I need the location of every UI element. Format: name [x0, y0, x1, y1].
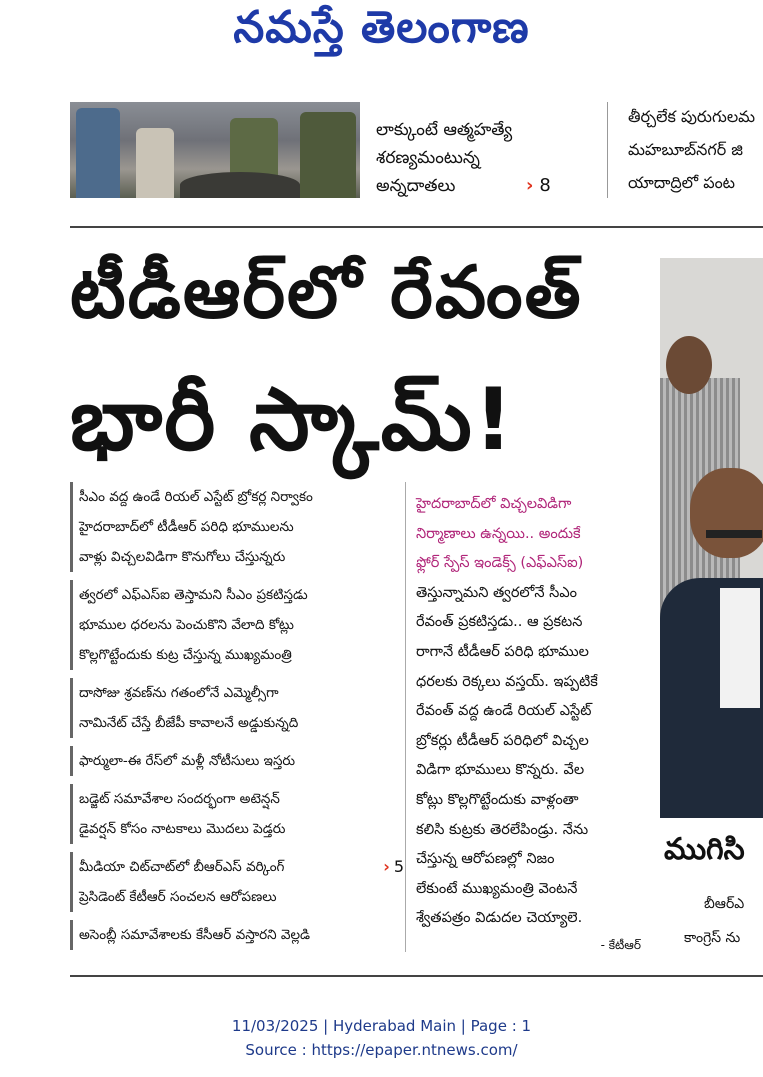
highlight-page-ref[interactable]	[383, 852, 404, 882]
highlight-line: ప్రెసిడెంట్ కేటీఆర్ సంచలన ఆరోపణలు	[79, 889, 277, 905]
top-teaser-strip	[0, 98, 763, 208]
chevron-right-icon: ›	[383, 857, 390, 876]
teaser-line: యాదాద్రిలో పంట	[628, 173, 736, 192]
highlight-line: భూముల ధరలను పెంచుకొని వేలాది కోట్లు	[79, 617, 294, 633]
highlight-line: నామినేట్ చేస్తే బీజేపీ కావాలనే అడ్డుకున్నది	[79, 715, 299, 731]
quote-line: లేకుంటే ముఖ్యమంత్రి వెంటనే	[416, 880, 578, 897]
highlight-item	[70, 678, 400, 738]
highlight-line: దాసోజు శ్రవణ్‌ను గతంలోనే ఎమ్మెల్సీగా	[79, 685, 279, 701]
top-news-photo	[70, 102, 360, 198]
page-number: 5	[393, 857, 404, 876]
highlight-item	[70, 746, 400, 776]
highlight-line: త్వరలో ఎఫ్‌ఎస్‌ఐ తెస్తామని సీఎం ప్రకటిస్తడు	[79, 587, 308, 603]
quote-line: హైదరాబాద్‌లో విచ్చలవిడిగా	[416, 496, 572, 512]
right-story-headline: ముగిసి	[664, 832, 745, 867]
quote-line: ఫ్లోర్ స్పేస్ ఇండెక్స్ (ఎఫ్‌ఎస్‌ఐ)	[416, 555, 584, 572]
teaser-line: లాక్కుంటే ఆత్మహత్యే	[376, 120, 513, 140]
highlight-line: హైదరాబాద్‌లో టీడీఆర్ పరిధి భూములను	[79, 519, 294, 535]
column-divider	[405, 482, 406, 952]
right-story-text: బీఆర్‌ఎ	[704, 896, 745, 912]
teaser-farmers[interactable]	[376, 116, 596, 200]
quote-line: చేస్తున్న ఆరోపణల్లో నిజం	[416, 851, 555, 868]
column-divider	[607, 102, 608, 198]
highlight-line: కొల్లగొట్టేందుకు కుట్ర చేస్తున్న ముఖ్యమంత్రి	[79, 647, 292, 663]
page-number: 8	[539, 175, 551, 196]
highlight-line: అసెంబ్లీ సమావేశాలకు కేసీఆర్ వస్తారని వెల్లడి	[79, 927, 311, 943]
highlight-item	[70, 784, 400, 844]
newspaper-title: నమస్తే తెలంగాణ	[233, 2, 530, 53]
teaser-line: అన్నదాతలు	[376, 176, 456, 196]
highlight-line: డైవర్షన్ కోసం నాటకాలు మొదలు పెడ్తరు	[79, 821, 286, 837]
quote-line: నిర్మాణాలు ఉన్నయి.. అందుకే	[416, 525, 581, 542]
headline-line-1: టీడీఆర్‌లో రేవంత్	[70, 250, 583, 334]
footer-source-link[interactable]: Source : https://epaper.ntnews.com/	[245, 1041, 518, 1059]
highlight-line: సీఎం వద్ద ఉండే రియల్ ఎస్టేట్ బ్రోకర్ల నిర్వాకం	[79, 489, 313, 505]
highlight-line: వాళ్లు విచ్చలవిడిగా కొనుగోలు చేస్తున్నరు	[79, 549, 286, 565]
footer-date-edition: 11/03/2025 | Hyderabad Main | Page : 1	[231, 1017, 532, 1035]
highlight-line: ఫార్ములా-ఈ రేస్‌లో మళ్లీ నోటీసులు ఇస్తరు	[79, 753, 296, 769]
ktr-quote	[416, 490, 641, 955]
highlight-item	[70, 482, 400, 572]
teaser-right[interactable]	[628, 100, 763, 199]
page-footer	[0, 1014, 763, 1062]
teaser-line: శరణ్యమంటున్న	[376, 148, 480, 168]
section-divider	[70, 226, 763, 228]
quote-line: ధరలకు రెక్కలు వస్తయ్. ఇప్పటికే	[416, 673, 598, 690]
headline-line-2: భారీ స్కామ్!	[70, 370, 515, 470]
section-divider	[70, 975, 763, 977]
highlight-line: మీడియా చిట్‌చాట్‌లో బీఆర్‌ఎస్ వర్కింగ్	[79, 859, 285, 875]
teaser-page-ref[interactable]	[526, 172, 551, 200]
highlights-list	[70, 482, 404, 958]
quote-line: రేవంత్ వద్ద ఉండే రియల్ ఎస్టేట్	[416, 703, 592, 720]
right-story-text: కాంగ్రెస్ ను	[684, 930, 741, 946]
highlight-item	[70, 852, 404, 912]
masthead	[0, 0, 763, 70]
quote-line: తెస్తున్నామని త్వరలోనే సీఎం	[416, 584, 577, 601]
quote-line: రేవంత్ ప్రకటిస్తడు.. ఆ ప్రకటన	[416, 614, 583, 631]
quote-line: కలిసి కుట్రకు తెరలేపిండ్రు. నేను	[416, 821, 589, 838]
quote-line: కోట్లు కొల్లగొట్టేందుకు వాళ్లంతా	[416, 791, 579, 808]
highlight-line: బడ్జెట్ సమావేశాల సందర్భంగా అటెన్షన్	[79, 791, 280, 807]
quote-credit: - కేటీఆర్	[600, 937, 641, 952]
teaser-line: తీర్చలేక పురుగులమ	[628, 107, 756, 126]
quote-line: విడిగా భూములు కొన్నరు. వేల	[416, 762, 585, 779]
highlight-item	[70, 580, 400, 670]
teaser-line: మహబూబ్‌నగర్ జి	[628, 140, 743, 159]
highlight-item	[70, 920, 400, 950]
ktr-photo	[660, 258, 763, 818]
quote-line: బ్రోకర్లు టీడీఆర్ పరిధిలో విచ్చల	[416, 732, 589, 749]
quote-line: రాగానే టీడీఆర్ పరిధి భూముల	[416, 643, 589, 660]
quote-line: శ్వేతపత్రం విడుదల చెయ్యాలె.	[416, 910, 583, 927]
chevron-right-icon: ›	[526, 175, 534, 196]
